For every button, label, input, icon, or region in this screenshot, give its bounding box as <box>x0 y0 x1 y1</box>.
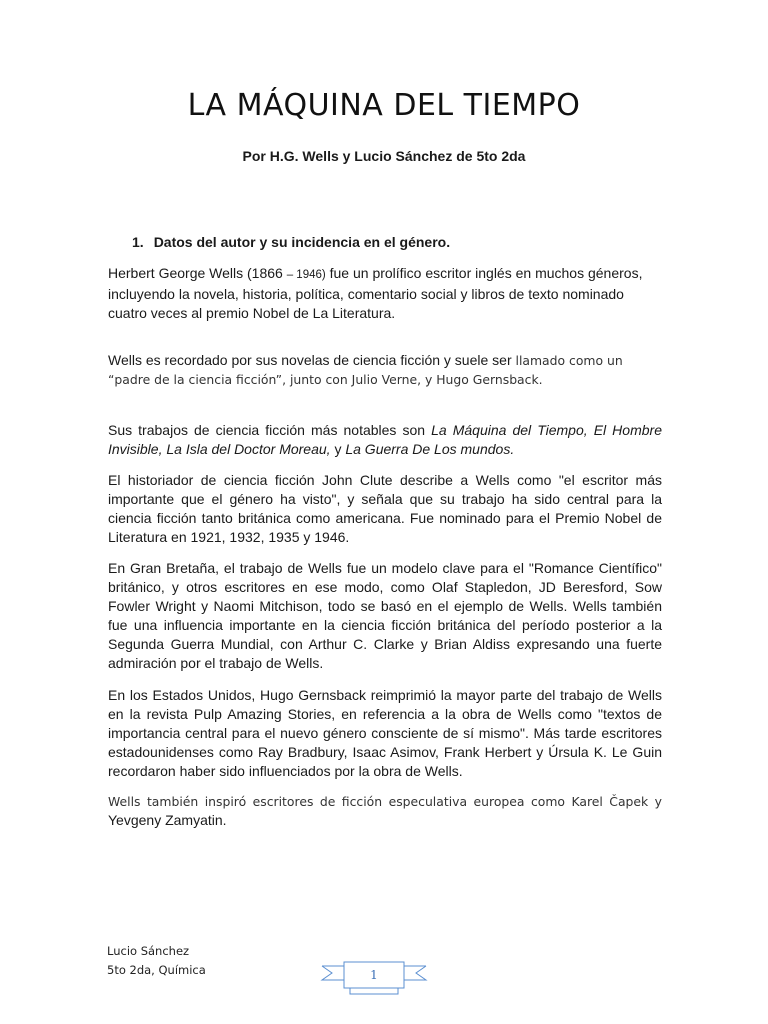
p7-light: Wells también inspiró escritores de ficción especulativa europea como Karel Čapek y <box>108 794 662 809</box>
p1-dates: – 1946) <box>286 269 326 281</box>
paragraph-3 <box>108 421 662 459</box>
paragraph-4: El historiador de ciencia ficción John Clute describe a Wells como "el escritor más importante que el género ha visto", y señala que su trabajo ha sido central para la ciencia ficción tanto británica como americana. Fue nominado para el Premio Nobel de Literatura en 1921, 1932, 1935 y 1946. <box>108 472 662 545</box>
section-heading <box>132 234 450 250</box>
p7-after: Yevgeny Zamyatin. <box>108 812 227 828</box>
page-number: 1 <box>370 968 378 982</box>
p1-after: fue un prolífico escritor inglés en muchos géneros, incluyendo la novela, historia, política, comentario social y libros de texto nominado cuatro veces al premio Nobel de La Literatura. <box>108 265 643 321</box>
paragraph-1 <box>108 264 662 323</box>
footer-author: Lucio Sánchez <box>107 944 190 958</box>
p3-before: Sus trabajos de ciencia ficción más notables son <box>108 422 432 438</box>
p1-before: Herbert George Wells (1866 <box>108 265 287 281</box>
paragraph-5: En Gran Bretaña, el trabajo de Wells fue un modelo clave para el "Romance Científico" británico, y otros escritores en ese modo, como Olaf Stapledon, JD Beresford, Sow Fowler Wright y Naomi Mitchison, todo se basó en el ejemplo de Wells. Wells también fue una influencia importante en la ciencia ficción británica del período posterior a la Segunda Guerra Mundial, con Arthur C. Clarke y Brian Aldiss expresando una fuerte admiración por el trabajo de Wells. <box>108 560 662 671</box>
document-subtitle: Por H.G. Wells y Lucio Sánchez de 5to 2da <box>242 148 526 164</box>
footer-course: 5to 2da, Química <box>107 963 206 977</box>
section-number: 1. <box>132 234 144 250</box>
p2-light: llamado como un “padre de la ciencia ficción”, junto con Julio Verne, y Hugo Gernsback. <box>108 353 623 387</box>
paragraph-2 <box>108 351 662 389</box>
p3-works-1: La Máquina del Tiempo, El Hombre Invisible, La Isla del Doctor Moreau, <box>108 422 662 457</box>
p3-works-2: La Guerra De Los mundos. <box>345 441 515 457</box>
section-label: Datos del autor y su incidencia en el género. <box>153 234 451 250</box>
p2-before: Wells es recordado por sus novelas de ciencia ficción y suele ser <box>108 352 516 368</box>
paragraph-7 <box>108 792 662 830</box>
p3-and: y <box>330 441 346 457</box>
paragraph-6: En los Estados Unidos, Hugo Gernsback reimprimió la mayor parte del trabajo de Wells en la revista Pulp Amazing Stories, en referencia a la obra de Wells como "textos de importancia central para el nuevo género consciente de sí mismo". Más tarde escritores estadounidenses como Ray Bradbury, Isaac Asimov, Frank Herbert y Úrsula K. Le Guin recordaron haber sido influenciados por la obra de Wells. <box>108 687 662 779</box>
document-title: LA MÁQUINA DEL TIEMPO <box>187 88 581 123</box>
